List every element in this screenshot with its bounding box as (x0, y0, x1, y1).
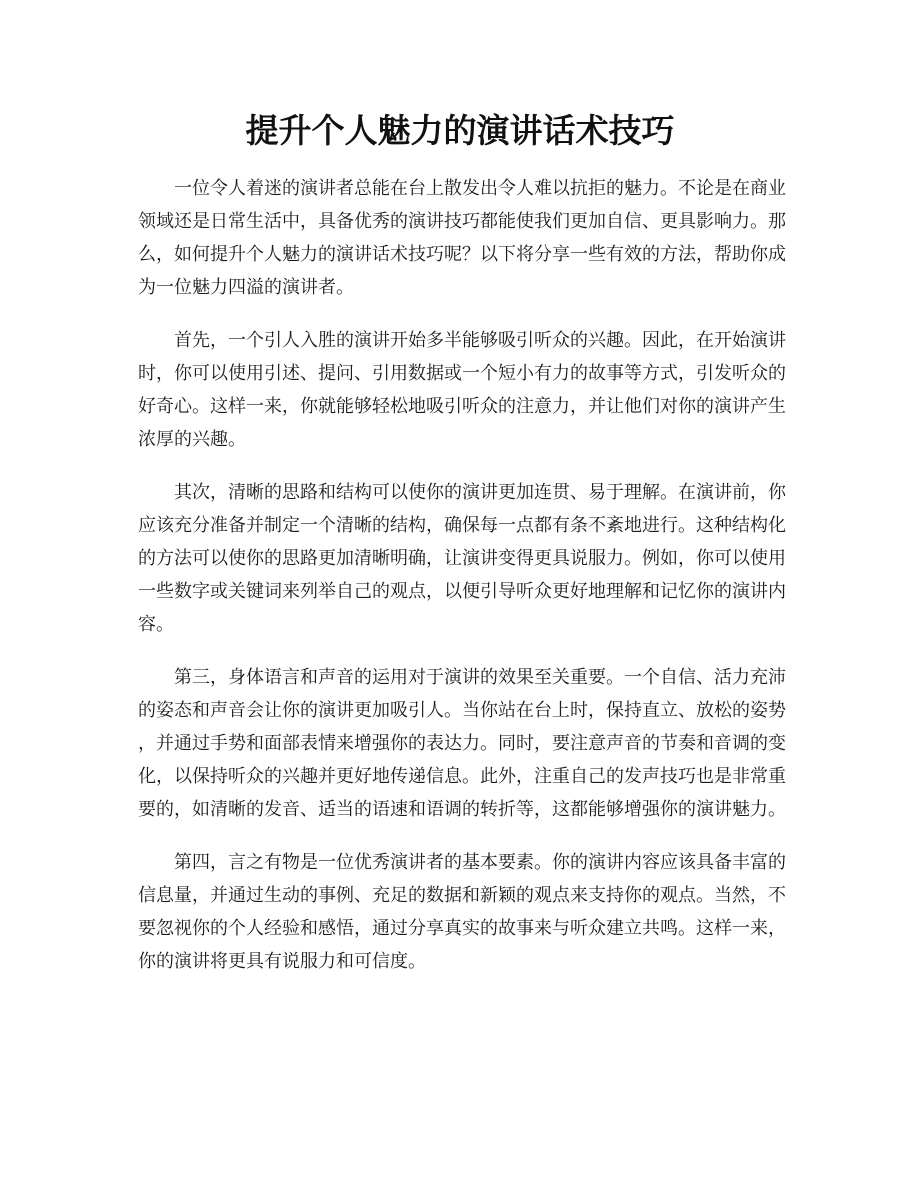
text-line: 其次，清晰的思路和结构可以使你的演讲更加连贯、易于理解。在演讲前，你 (174, 482, 786, 503)
text-line: 化，以保持听众的兴趣并更好地传递信息。此外，注重自己的发声技巧也是非常重 (138, 766, 786, 787)
text-line: 第四，言之有物是一位优秀演讲者的基本要素。你的演讲内容应该具备丰富的 (174, 852, 786, 873)
text-line: 一些数字或关键词来列举自己的观点，以便引导听众更好地理解和记忆你的演讲内 (138, 581, 786, 602)
paragraph-3 (138, 476, 788, 641)
text-line: 应该充分准备并制定一个清晰的结构，确保每一点都有条不紊地进行。这种结构化 (138, 515, 786, 536)
text-line: 为一位魅力四溢的演讲者。 (138, 277, 354, 298)
text-line: 的姿态和声音会让你的演讲更加吸引人。当你站在台上时，保持直立、放松的姿势 (138, 700, 786, 721)
document-body (138, 172, 788, 998)
text-line: 时，你可以使用引述、提问、引用数据或一个短小有力的故事等方式，引发听众的 (138, 363, 786, 384)
text-line: 好奇心。这样一来，你就能够轻松地吸引听众的注意力，并让他们对你的演讲产生 (138, 396, 786, 417)
paragraph-4 (138, 661, 788, 826)
page-title: 提升个人魅力的演讲话术技巧 (245, 111, 675, 150)
text-line: 一位令人着迷的演讲者总能在台上散发出令人难以抗拒的魅力。不论是在商业 (174, 178, 786, 199)
paragraph-1 (138, 172, 788, 304)
paragraph-2 (138, 324, 788, 456)
text-line: 首先，一个引人入胜的演讲开始多半能够吸引听众的兴趣。因此，在开始演讲 (174, 330, 786, 351)
text-line: 你的演讲将更具有说服力和可信度。 (138, 951, 426, 972)
text-line: 容。 (138, 614, 174, 635)
text-line: 的方法可以使你的思路更加清晰明确，让演讲变得更具说服力。例如，你可以使用 (138, 548, 786, 569)
text-line: 要忽视你的个人经验和感悟，通过分享真实的故事来与听众建立共鸣。这样一来， (138, 918, 786, 939)
text-line: 领域还是日常生活中，具备优秀的演讲技巧都能使我们更加自信、更具影响力。那 (138, 211, 786, 232)
text-line: ，并通过手势和面部表情来增强你的表达力。同时，要注意声音的节奏和音调的变 (138, 733, 786, 754)
text-line: 第三，身体语言和声音的运用对于演讲的效果至关重要。一个自信、活力充沛 (174, 667, 786, 688)
text-line: 么，如何提升个人魅力的演讲话术技巧呢？以下将分享一些有效的方法，帮助你成 (138, 244, 786, 265)
text-line: 信息量，并通过生动的事例、充足的数据和新颖的观点来支持你的观点。当然，不 (138, 885, 786, 906)
paragraph-5 (138, 846, 788, 978)
text-line: 浓厚的兴趣。 (138, 429, 246, 450)
text-line: 要的，如清晰的发音、适当的语速和语调的转折等，这都能够增强你的演讲魅力。 (138, 799, 786, 820)
